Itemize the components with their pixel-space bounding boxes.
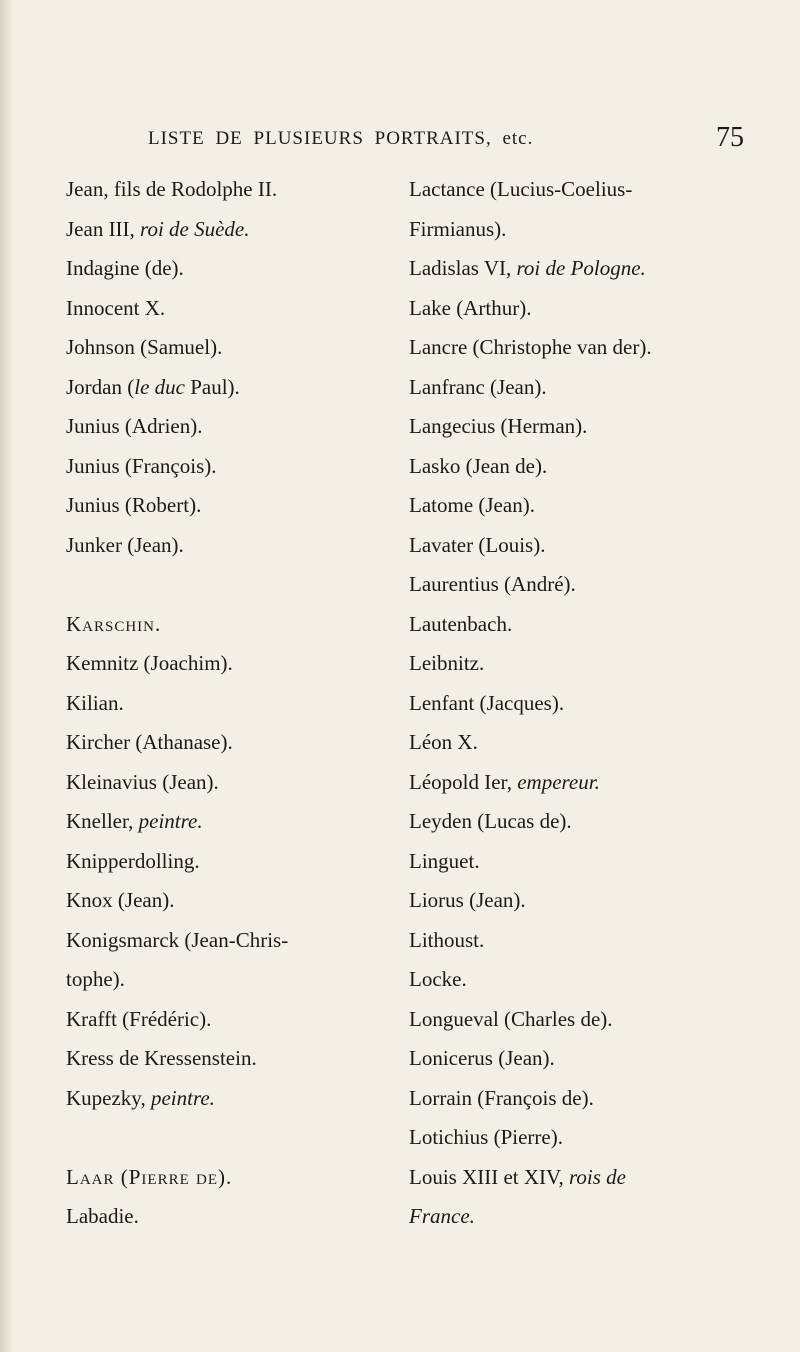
entry-text: Lactance (Lucius-Coelius- <box>409 177 633 201</box>
entry-text: Kneller, <box>66 809 139 833</box>
entry-text: Ladislas VI, <box>409 256 517 280</box>
index-entry <box>66 486 396 526</box>
index-entry <box>66 723 396 763</box>
index-entry <box>409 1118 789 1158</box>
entry-text: Kress de Kressenstein. <box>66 1046 257 1070</box>
index-entry <box>66 881 396 921</box>
entry-text: tophe). <box>66 967 125 991</box>
index-entry <box>409 526 789 566</box>
entry-italic: le duc <box>134 374 185 399</box>
index-entry <box>409 170 789 210</box>
index-entry <box>409 605 789 645</box>
entry-suffix: Paul). <box>184 374 240 399</box>
index-entry <box>409 921 789 961</box>
index-entry <box>66 210 396 250</box>
index-entry <box>66 921 396 961</box>
entry-text: Jean, fils de Rodolphe II. <box>66 177 278 201</box>
index-entry <box>409 763 789 803</box>
entry-text: Lenfant (Jacques). <box>409 690 565 715</box>
entry-text: Kemnitz (Joachim). <box>66 651 233 675</box>
index-entry <box>409 328 789 368</box>
index-entry <box>409 1197 789 1237</box>
index-entry <box>409 842 789 882</box>
entry-italic: rois de <box>569 1164 626 1189</box>
entry-text: Firmianus). <box>409 216 507 241</box>
right-column-list <box>409 170 789 1237</box>
index-entry <box>66 1000 396 1040</box>
entry-text: Knipperdolling. <box>66 848 200 873</box>
index-entry <box>409 565 789 605</box>
index-entry <box>409 644 789 684</box>
index-entry <box>66 289 396 329</box>
entry-text: Karschin. <box>66 611 162 636</box>
entry-text: Jean III, <box>66 216 141 241</box>
entry-text: Lasko (Jean de). <box>409 453 548 478</box>
index-entry <box>66 644 396 684</box>
index-entry <box>409 210 789 250</box>
entry-text: Junius (Adrien). <box>66 414 203 438</box>
entry-text: Lithoust. <box>409 927 485 952</box>
page-number: 75 <box>716 122 744 153</box>
index-entry <box>409 802 789 842</box>
entry-text: Knox (Jean). <box>66 888 175 912</box>
entry-text: Lanfranc (Jean). <box>409 374 547 399</box>
entry-italic: empereur. <box>517 769 600 794</box>
index-entry <box>409 368 789 408</box>
entry-text: Lotichius (Pierre). <box>409 1125 563 1149</box>
entry-italic: roi de Pologne. <box>516 256 646 280</box>
entry-italic: peintre. <box>150 1085 215 1110</box>
entry-text: Innocent X. <box>66 295 166 320</box>
entry-text: Lavater (Louis). <box>409 532 546 557</box>
index-entry <box>409 723 789 763</box>
index-entry <box>66 368 396 408</box>
entry-text: Linguet. <box>409 848 480 873</box>
index-entry <box>66 684 396 724</box>
entry-text: Latome (Jean). <box>409 493 535 517</box>
index-entry <box>66 802 396 842</box>
entry-italic: France. <box>409 1204 475 1228</box>
entry-text: Junker (Jean). <box>66 532 184 557</box>
entry-text: Leyden (Lucas de). <box>409 809 572 833</box>
index-entry <box>409 684 789 724</box>
index-entry <box>409 447 789 487</box>
index-entry <box>409 407 789 447</box>
entry-text: Lancre (Christophe van der). <box>409 335 652 359</box>
entry-text: Kupezky, <box>66 1085 151 1110</box>
entry-text: Longueval (Charles de). <box>409 1006 613 1031</box>
entry-text: Kilian. <box>66 690 124 715</box>
entry-text: Kleinavius (Jean). <box>66 769 219 794</box>
entry-text: Krafft (Frédéric). <box>66 1006 212 1031</box>
index-entry <box>409 289 789 329</box>
index-entry <box>66 842 396 882</box>
index-entry <box>409 881 789 921</box>
entry-text: Indagine (de). <box>66 256 184 280</box>
entry-text: Lautenbach. <box>409 611 513 636</box>
index-entry <box>66 328 396 368</box>
index-entry <box>409 1000 789 1040</box>
entry-text: Leibnitz. <box>409 651 485 675</box>
entry-text: Lonicerus (Jean). <box>409 1046 555 1070</box>
index-entry <box>409 1158 789 1198</box>
index-entry <box>66 170 396 210</box>
entry-text: Louis XIII et XIV, <box>409 1164 570 1189</box>
entry-text: Lorrain (François de). <box>409 1085 594 1110</box>
index-entry <box>66 1118 396 1158</box>
entry-italic: peintre. <box>138 809 203 833</box>
index-entry <box>409 1079 789 1119</box>
index-entry <box>66 605 396 645</box>
entry-text: Junius (François). <box>66 453 217 478</box>
entry-text: Liorus (Jean). <box>409 888 526 912</box>
index-entry <box>409 1039 789 1079</box>
index-entry <box>409 960 789 1000</box>
index-entry <box>66 1158 396 1198</box>
entry-text: Laar (Pierre de). <box>66 1164 233 1189</box>
entry-text: Langecius (Herman). <box>409 414 588 438</box>
entry-text: Kircher (Athanase). <box>66 730 233 754</box>
index-entry <box>66 249 396 289</box>
index-entry <box>66 1197 396 1237</box>
index-entry <box>409 249 789 289</box>
index-entry <box>66 565 396 605</box>
index-entry <box>66 763 396 803</box>
index-entry <box>66 1079 396 1119</box>
entry-text: Jordan ( <box>66 374 135 399</box>
page-header <box>148 122 748 158</box>
entry-italic: roi de Suède. <box>140 216 250 241</box>
entry-text: Léon X. <box>409 730 478 754</box>
entry-text: Johnson (Samuel). <box>66 335 223 359</box>
index-entry <box>409 486 789 526</box>
page-gutter-shadow <box>0 0 14 1352</box>
entry-text: Labadie. <box>66 1204 139 1228</box>
entry-text: Locke. <box>409 967 467 991</box>
index-entry <box>66 1039 396 1079</box>
index-entry <box>66 407 396 447</box>
entry-text: Lake (Arthur). <box>409 295 532 320</box>
index-entry <box>66 447 396 487</box>
index-entry <box>66 960 396 1000</box>
left-column-list <box>66 170 396 1237</box>
entry-text: Léopold Ier, <box>409 769 518 794</box>
index-entry <box>66 526 396 566</box>
running-title: LISTE DE PLUSIEURS PORTRAITS, etc. <box>148 128 534 149</box>
entry-text: Konigsmarck (Jean-Chris- <box>66 927 289 952</box>
entry-text: Laurentius (André). <box>409 572 576 596</box>
entry-text: Junius (Robert). <box>66 493 202 517</box>
